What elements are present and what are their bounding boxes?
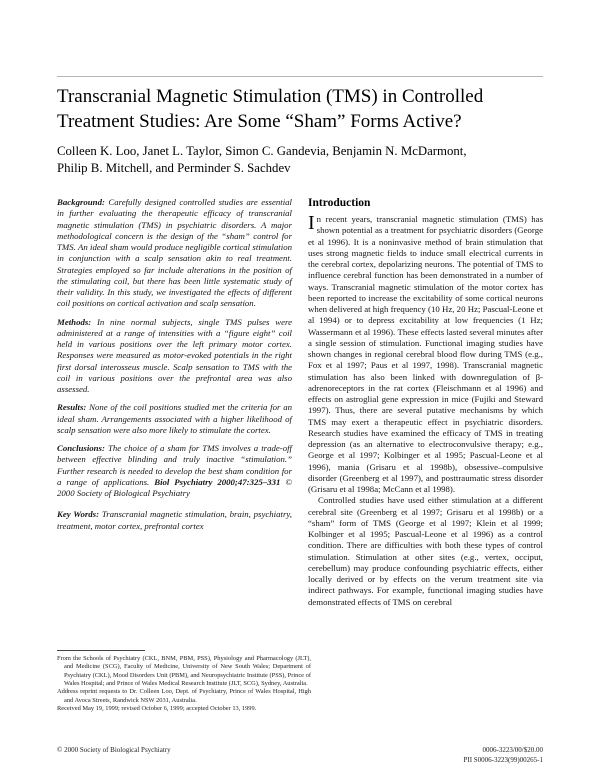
background-label: Background: bbox=[57, 197, 105, 207]
reprint-note: Address reprint requests to Dr. Colleen Loo, Dept. of Psychiatry, Prince of Wales Hospital, High and Avoca Streets, Randwick NSW 2031, Australia. bbox=[57, 688, 311, 704]
pii-line: PII S0006-3223(99)00265-1 bbox=[463, 755, 543, 764]
footnote-rule bbox=[57, 650, 145, 651]
page-footer bbox=[57, 746, 543, 766]
conclusions-label: Conclusions: bbox=[57, 443, 105, 453]
authors-line1: Colleen K. Loo, Janet L. Taylor, Simon C. Gandevia, Benjamin N. McDarmont, bbox=[57, 144, 467, 158]
page-title-line1: Transcranial Magnetic Stimulation (TMS) in Controlled bbox=[57, 86, 484, 107]
results-label: Results: bbox=[57, 402, 87, 413]
results-text: None of the coil positions studied met the criteria for an ideal sham. Arrangements associated with a higher likelihood of scalp sensation were also more likely to stimulate the cortex. bbox=[57, 402, 292, 435]
received-note: Received May 19, 1999; revised October 6, 1999; accepted October 13, 1999. bbox=[57, 704, 257, 712]
introduction-heading: Introduction bbox=[308, 197, 371, 209]
intro-paragraph-2: Controlled studies have used either stimulation at a different cerebral site (Greenberg et al 1997; Grisaru et al 1998b) or a “sham” form of TMS (George et al 1997; Klein et al 1999; Kolbinger et al 1995; Pascual-Leone et al 1996) as a control condition. There are difficulties with both these types of control stimulation. Stimulation at other sites (e.g., vertex, occiput, cerebellum) may produce confounding psychiatric effects, either locally derived or by effects on the verum treatment site via indirect pathways. For example, functional imaging studies have demonstrated effects of TMS on cerebral bbox=[308, 495, 543, 607]
methods-text: In nine normal subjects, single TMS pulses were administered at a range of intensities with a “figure eight” coil held in various positions over the left primary motor cortex. Responses were measured as motor-evoked potentials in the right first dorsal interosseus muscle. Scalp sensation to TMS with the coil in various positions over the prefrontal area was also assessed. bbox=[57, 316, 292, 394]
keywords-label: Key Words: bbox=[57, 509, 100, 520]
issn-block bbox=[463, 746, 543, 766]
footnote-block bbox=[57, 650, 311, 713]
issn-line: 0006-3223/00/$20.00 bbox=[482, 746, 543, 754]
introduction-column bbox=[308, 197, 543, 608]
dropcap: I bbox=[308, 212, 315, 234]
methods-label: Methods: bbox=[57, 316, 92, 327]
intro-paragraph-1 bbox=[308, 214, 543, 495]
copyright-line: © 2000 Society of Biological Psychiatry bbox=[57, 746, 171, 754]
abstract-conclusions bbox=[57, 443, 292, 499]
abstract-column bbox=[57, 197, 292, 608]
citation-copyright: © 2000 Society of Biological Psychiatry bbox=[57, 476, 292, 498]
keywords-text: Transcranial magnetic stimulation, brain, psychiatry, treatment, motor cortex, prefrontal cortex bbox=[57, 509, 292, 531]
conclusions-text: The choice of a sham for TMS involves a trade-off between effective blinding and truly inactive “stimulation.” Further research is needed to develop the best sham condition for a range of applications. bbox=[57, 443, 292, 487]
page-title-line2: Treatment Studies: Are Some “Sham” Forms Active? bbox=[57, 111, 462, 133]
page-title bbox=[57, 84, 547, 134]
two-column-body bbox=[57, 197, 543, 608]
abstract-methods bbox=[57, 317, 292, 396]
authors-line bbox=[57, 143, 547, 177]
abstract-background bbox=[57, 197, 292, 310]
journal-citation: Biol Psychiatry 2000;47:325–331 bbox=[154, 476, 281, 487]
abstract-results bbox=[57, 402, 292, 436]
authors-line2: Philip B. Mitchell, and Perminder S. Sachdev bbox=[57, 160, 291, 175]
affiliations-note: From the Schools of Psychiatry (CKL, BNM, PBM, PSS), Physiology and Pharmacology (JLT), and Medicine (SCG), Faculty of Medicine, University of New South Wales; Department of Psychiatry (CKL), Mood Disorders Unit (PBM), and Neuropsychiatric Institute (PSS), Prince of Wales Hospital; and Prince of Wales Medical Research Institute (JLT, SCG), Sydney, Australia. bbox=[57, 655, 311, 687]
title-rule bbox=[57, 76, 543, 77]
intro-paragraph-1-text: n recent years, transcranial magnetic stimulation (TMS) has shown potential as a treatment for psychiatric disorders (George et al 1996). It is a noninvasive method of brain stimulation that uses strong magnetic fields to induce small electrical currents in the cerebral cortex, depolarizing neurons. The potential of TMS to influence cerebral function has been demonstrated in a number of ways. Transcranial magnetic stimulation of the motor cortex has been reported to increase the excitability of some cortical neurons when delivered at high frequency (10 Hz, 20 Hz; Pascual-Leone et al 1994) or to depress excitability at low frequencies (1 Hz; Wassermann et al 1996). These effects lasted several minutes after a single session of stimulation. Functional imaging studies have shown changes in regional cerebral blood flow during TMS (e.g., Fox et al 1997; Paus et al 1997, 1998). Transcranial magnetic stimulation has also been linked with downregulation of β-adrenoreceptors in the rat cortex (Fleischmann et al 1996) and effects on astroglial gene expression in mice (Fujiki and Steward 1997). Thus, there are several putative mechanisms by which TMS may exert a therapeutic effect in psychiatric disorders. Research studies have examined the efficacy of TMS in treating depression (as an alternative to electroconvulsive therapy; e.g., George et al 1997; Kolbinger et al 1995; Pascual-Leone et al 1996), mania (Grisaru et al 1998b), obsessive–compulsive disorder (Greenberg et al 1997), and posttraumatic stress disorder (Grisaru et al 1998a; McCann et al 1998). bbox=[308, 214, 543, 494]
keywords-line bbox=[57, 509, 292, 532]
background-text: Carefully designed controlled studies are essential in further evaluating the therapeutic efficacy of transcranial magnetic stimulation (TMS) in psychiatric disorders. A major methodological concern is the design of the “sham” control for TMS. An ideal sham would produce negligible cortical stimulation in conjunction with a scalp sensation akin to real treatment. Strategies employed so far include alterations in the position of the stimulating coil, but there has been little systematic study of their validity. In this study, we investigated the effects of different coil positions on cortical activation and scalp sensation. bbox=[57, 197, 293, 309]
